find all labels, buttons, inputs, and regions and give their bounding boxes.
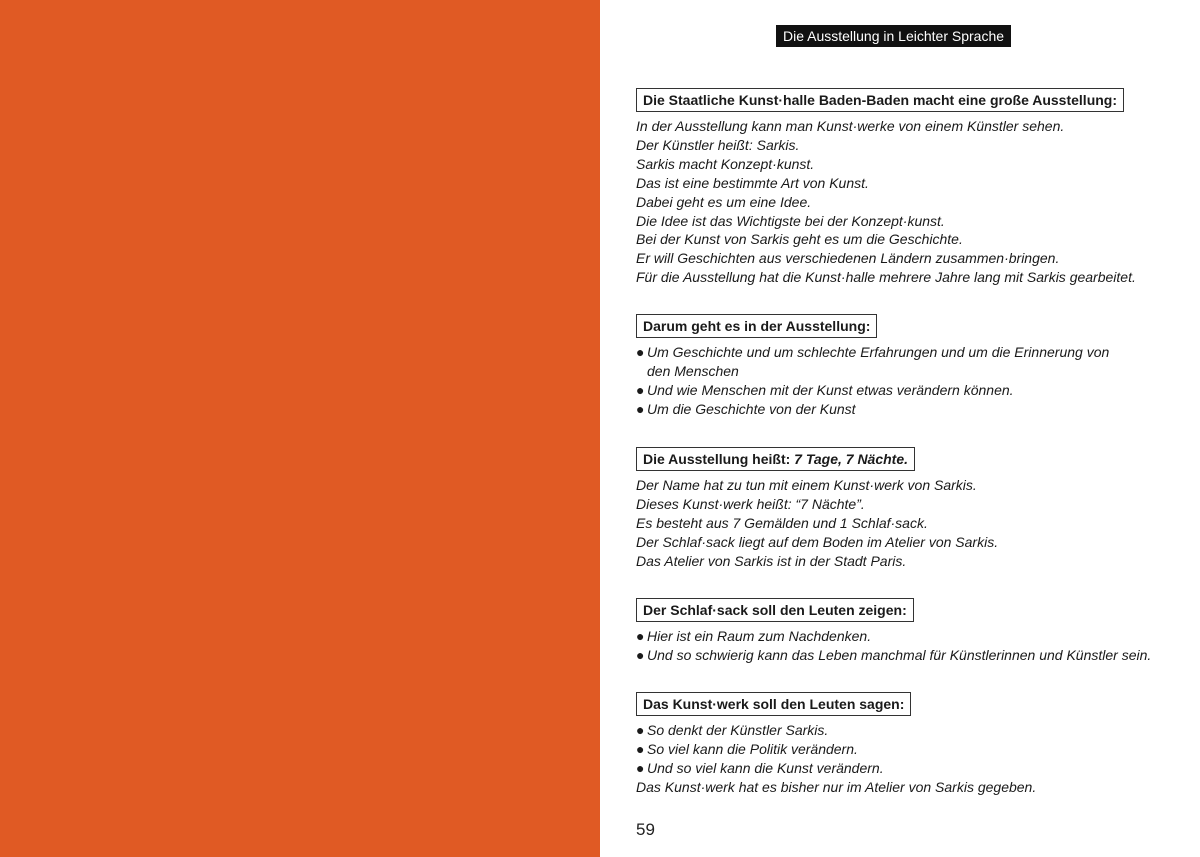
text-line: Der Name hat zu tun mit einem Kunst·werk von Sarkis. — [636, 477, 977, 493]
text-line: Er will Geschichten aus verschiedenen Ländern zusammen·bringen. — [636, 250, 1060, 267]
section-title — [636, 447, 1176, 571]
bullet-item: ● So viel kann die Politik verändern. — [636, 740, 858, 757]
section-heading: Der Schlaf·sack soll den Leuten zeigen: — [636, 598, 914, 622]
bullet-icon: ● — [636, 722, 645, 738]
text-line: Das Atelier von Sarkis ist in der Stadt Paris. — [636, 552, 907, 569]
text-line: Der Künstler heißt: Sarkis. — [636, 136, 800, 153]
text-line: In der Ausstellung kann man Kunst·werke von einem Künstler sehen. — [636, 118, 1065, 134]
header-label: Die Ausstellung in Leichter Sprache — [776, 25, 1011, 47]
bullet-list — [636, 627, 1176, 665]
bullet-item: ● Um Geschichte und um schlechte Erfahrungen und um die Erinnerung von — [636, 344, 1110, 360]
text-line: Für die Ausstellung hat die Kunst·halle mehrere Jahre lang mit Sarkis gearbeitet. — [636, 269, 1136, 286]
bullet-item: ● Hier ist ein Raum zum Nachdenken. — [636, 628, 872, 644]
bullet-continuation: den Menschen — [647, 362, 739, 379]
text-line: Bei der Kunst von Sarkis geht es um die Geschichte. — [636, 231, 963, 248]
text-line: Sarkis macht Konzept·kunst. — [636, 155, 815, 172]
text-line: Das ist eine bestimmte Art von Kunst. — [636, 174, 869, 191]
bullet-item: ● So denkt der Künstler Sarkis. — [636, 722, 829, 738]
bullet-list — [636, 721, 1176, 797]
bullet-item: ● Und wie Menschen mit der Kunst etwas verändern können. — [636, 381, 1014, 398]
bullet-item: ● Und so schwierig kann das Leben manchmal für Künstlerinnen und Künstler sein. — [636, 646, 1152, 663]
bullet-icon: ● — [636, 381, 645, 398]
section-heading: Die Ausstellung heißt: 7 Tage, 7 Nächte. — [636, 447, 915, 471]
text-line: Die Idee ist das Wichtigste bei der Konzept·kunst. — [636, 212, 945, 229]
section-heading: Darum geht es in der Ausstellung: — [636, 314, 877, 338]
bullet-item: ● Um die Geschichte von der Kunst — [636, 400, 856, 417]
section-sleeping-bag — [636, 598, 1176, 665]
page-number: 59 — [636, 820, 655, 839]
bullet-icon: ● — [636, 344, 645, 360]
section-heading: Das Kunst·werk soll den Leuten sagen: — [636, 692, 911, 716]
closing-line: Das Kunst·werk hat es bisher nur im Atelier von Sarkis gegeben. — [636, 778, 1037, 795]
section-text — [636, 476, 1176, 571]
bullet-list — [636, 343, 1176, 419]
exhibition-title: 7 Tage, 7 Nächte. — [794, 451, 909, 467]
section-text — [636, 117, 1176, 287]
bullet-item: ● Und so viel kann die Kunst verändern. — [636, 759, 884, 776]
bullet-icon: ● — [636, 646, 645, 663]
text-line: Der Schlaf·sack liegt auf dem Boden im Atelier von Sarkis. — [636, 533, 999, 550]
bullet-icon: ● — [636, 740, 645, 757]
section-heading: Die Staatliche Kunst·halle Baden-Baden macht eine große Ausstellung: — [636, 88, 1124, 112]
text-line: Dieses Kunst·werk heißt: “7 Nächte”. — [636, 495, 865, 512]
section-topics — [636, 314, 1176, 419]
bullet-icon: ● — [636, 628, 645, 644]
bullet-icon: ● — [636, 400, 645, 417]
text-line: Es besteht aus 7 Gemälden und 1 Schlaf·sack. — [636, 514, 928, 531]
section-artwork-message — [636, 692, 1176, 797]
bullet-icon: ● — [636, 759, 645, 776]
section-organizer — [636, 88, 1176, 287]
text-line: Dabei geht es um eine Idee. — [636, 193, 812, 210]
